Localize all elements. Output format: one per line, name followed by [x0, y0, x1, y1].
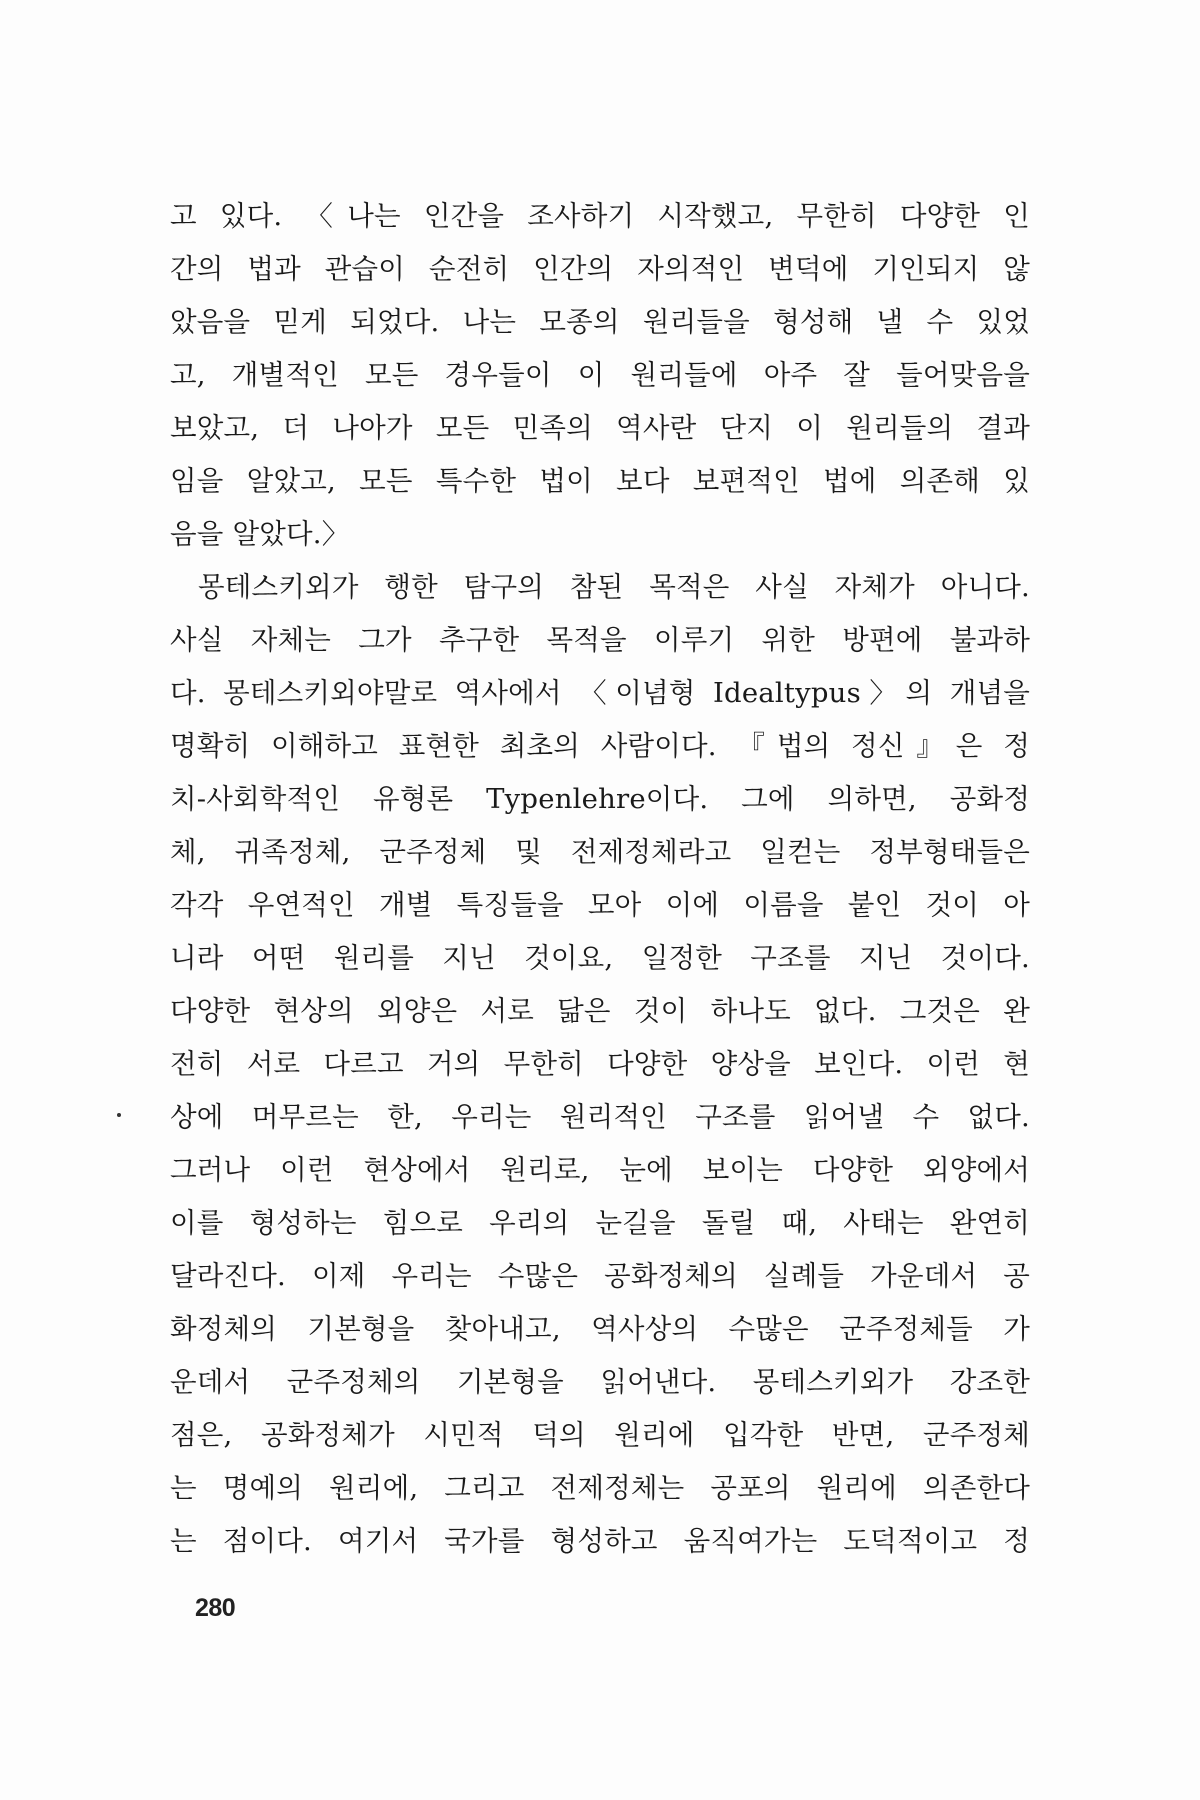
- text-line: 보았고, 더 나아가 모든 민족의 역사란 단지 이 원리들의 결과: [170, 412, 1030, 444]
- text-line: 운데서 군주정체의 기본형을 읽어낸다. 몽테스키외가 강조한: [170, 1366, 1030, 1398]
- page-number: 280: [195, 1594, 236, 1622]
- body-text: [170, 190, 1030, 1568]
- text-line: 이를 형성하는 힘으로 우리의 눈길을 돌릴 때, 사태는 완연히: [170, 1207, 1030, 1239]
- text-line: 고 있다. 〈나는 인간을 조사하기 시작했고, 무한히 다양한 인: [170, 200, 1030, 232]
- text-line: 임을 알았고, 모든 특수한 법이 보다 보편적인 법에 의존해 있: [170, 465, 1030, 497]
- text-line: 그러나 이런 현상에서 원리로, 눈에 보이는 다양한 외양에서: [170, 1154, 1030, 1186]
- text-line: 다. 몽테스키외야말로 역사에서 〈이념형 Idealtypus〉의 개념을: [170, 677, 1030, 709]
- text-line: 전히 서로 다르고 거의 무한히 다양한 양상을 보인다. 이런 현: [170, 1048, 1030, 1080]
- text-line: 각각 우연적인 개별 특징들을 모아 이에 이름을 붙인 것이 아: [170, 889, 1030, 921]
- text-line: 달라진다. 이제 우리는 수많은 공화정체의 실례들 가운데서 공: [170, 1260, 1030, 1292]
- text-line: 음을 알았다.〉: [170, 518, 350, 550]
- text-line: 사실 자체는 그가 추구한 목적을 이루기 위한 방편에 불과하: [170, 624, 1030, 656]
- text-line: 명확히 이해하고 표현한 최초의 사람이다. 『법의 정신』은 정: [170, 730, 1030, 762]
- text-line: 는 명예의 원리에, 그리고 전제정체는 공포의 원리에 의존한다: [170, 1472, 1030, 1504]
- text-line: 화정체의 기본형을 찾아내고, 역사상의 수많은 군주정체들 가: [170, 1313, 1030, 1345]
- text-line: 고, 개별적인 모든 경우들이 이 원리들에 아주 잘 들어맞음을: [170, 359, 1030, 391]
- scan-speck: [117, 1113, 121, 1117]
- text-line: 상에 머무르는 한, 우리는 원리적인 구조를 읽어낼 수 없다.: [170, 1101, 1030, 1133]
- text-line: 는 점이다. 여기서 국가를 형성하고 움직여가는 도덕적이고 정: [170, 1525, 1030, 1557]
- text-line: 치-사회학적인 유형론 Typenlehre이다. 그에 의하면, 공화정: [170, 783, 1030, 815]
- text-line: 니라 어떤 원리를 지닌 것이요, 일정한 구조를 지닌 것이다.: [170, 942, 1030, 974]
- text-line: 았음을 믿게 되었다. 나는 모종의 원리들을 형성해 낼 수 있었: [170, 306, 1030, 338]
- text-line: 점은, 공화정체가 시민적 덕의 원리에 입각한 반면, 군주정체: [170, 1419, 1030, 1451]
- paragraph-first-line: 몽테스키외가 행한 탐구의 참된 목적은 사실 자체가 아니다.: [198, 571, 1030, 603]
- text-line: 다양한 현상의 외양은 서로 닮은 것이 하나도 없다. 그것은 완: [170, 995, 1030, 1027]
- text-line: 체, 귀족정체, 군주정체 및 전제정체라고 일컫는 정부형태들은: [170, 836, 1030, 868]
- text-line: 간의 법과 관습이 순전히 인간의 자의적인 변덕에 기인되지 않: [170, 253, 1030, 285]
